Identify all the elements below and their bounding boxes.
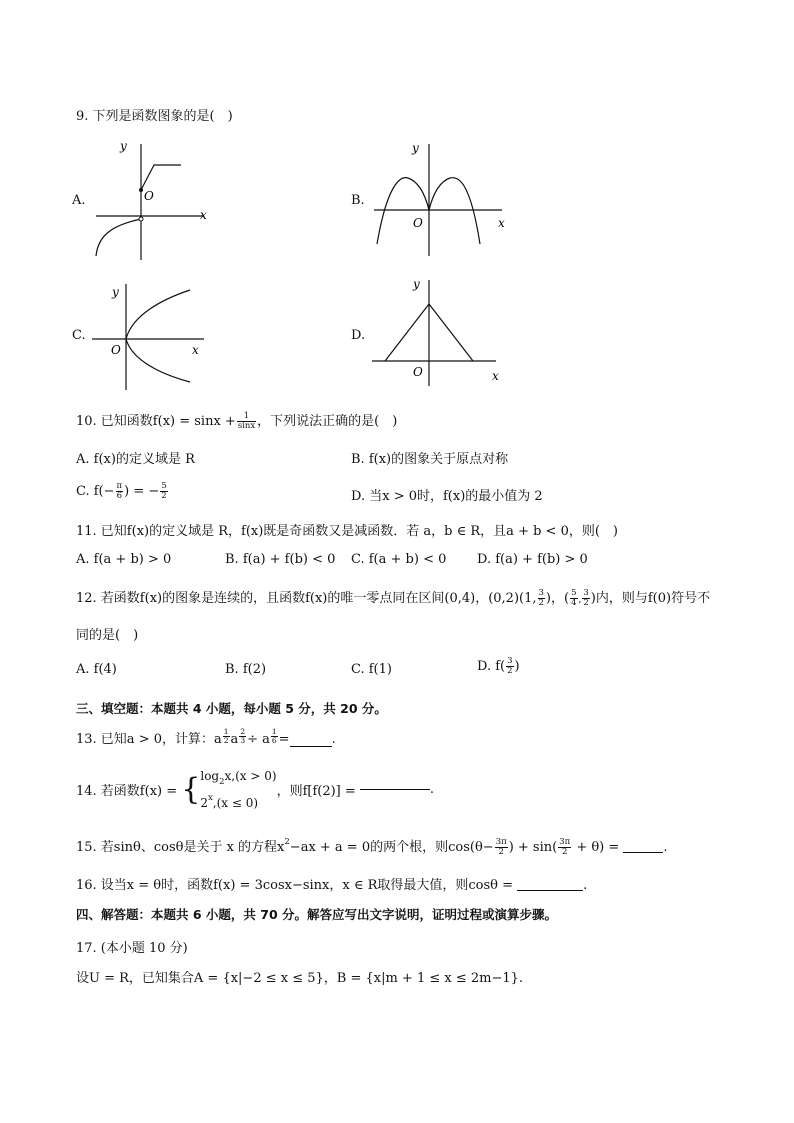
q11-option-d[interactable]: D. f(a) + f(b) > 0 [477,552,588,567]
q9-graph-a [88,138,212,266]
axis-label-y: y [412,141,419,155]
q9-graph-d [370,274,510,388]
q12-option-a[interactable]: A. f(4) [76,662,117,677]
axis-label-y: y [413,277,420,291]
section-4-heading: 四、解答题：本题共 6 小题，共 70 分。解答应写出文字说明，证明过程或演算步骤。 [76,907,558,922]
origin-label: O [413,216,423,230]
axis-label-x: x [192,343,199,357]
origin-label: O [413,365,423,379]
q10-option-a[interactable]: A. f(x)的定义域是 R [76,452,195,467]
answer-blank[interactable] [517,890,583,891]
q11-option-c[interactable]: C. f(a + b) < 0 [351,552,447,567]
axis-label-y: y [112,285,119,299]
q12-option-c[interactable]: C. f(1) [351,662,392,677]
q16-stem: 16. 设当x = θ时，函数f(x) = 3cosx−sinx，x ∈ R取得最大值，则cosθ = . [76,878,588,893]
answer-blank[interactable] [623,852,663,853]
q9-option-b-label[interactable]: B. [351,193,365,208]
q10-option-b[interactable]: B. f(x)的图象关于原点对称 [351,452,509,467]
q9-stem: 9. 下列是函数图象的是( ) [76,109,233,124]
origin-label: O [144,189,154,203]
q14-stem: 14. 若函数f(x) = { $\log_2x,(x > 0)$ $2^x,(x \le 0)$ ，则f[f(2)] = . [76,769,435,810]
q12-stem-line2: 同的是( ) [76,628,139,643]
axis-label-x: x [492,369,499,383]
q9-option-d-label[interactable]: D. [351,328,366,343]
q9-graph-c [90,280,210,394]
section-3-heading: 三、填空题：本题共 4 小题，每小题 5 分，共 20 分。 [76,701,387,716]
q11-option-a[interactable]: A. f(a + b) > 0 [76,552,172,567]
q12-option-d[interactable]: D. f( $\frac{3}{2}$ ) [477,656,520,676]
axis-label-y: y [120,139,127,153]
q10-option-d[interactable]: D. 当x > 0时，f(x)的最小值为 2 [351,489,543,504]
q9-graph-b [372,140,512,262]
q17-body: 设U = R，已知集合A = {x|−2 ≤ x ≤ 5}，B = {x|m + 1 ≤ x ≤ 2m−1}. [76,971,524,986]
q11-option-b[interactable]: B. f(a) + f(b) < 0 [225,552,336,567]
q17-title: 17. (本小题 10 分) [76,941,188,956]
q10-option-c[interactable]: C. f(− $\frac{\pi}{6}$ ) = − $\frac{5}{2}$ [76,481,167,501]
axis-label-x: x [498,216,505,230]
answer-blank[interactable] [360,789,430,790]
q12-stem: 12. 若函数f(x)的图象是连续的，且函数f(x)的唯一零点同在区间(0,4)，(0,2)(1, $\frac{3}{2}$ )，( $\frac{5}{4}$ , $\frac{3}{2}$ )内，则与f(0)符号不 [76,588,711,608]
q9-option-a-label[interactable]: A. [72,193,86,208]
q9-option-c-label[interactable]: C. [72,328,86,343]
q13-stem: 13. 已知a > 0，计算：a $\frac{1}{2}$ a $\frac{2}{3}$ ÷ a $\frac{1}{6}$ = . [76,727,336,747]
q12-option-b[interactable]: B. f(2) [225,662,267,677]
answer-blank[interactable] [290,746,332,747]
q10-stem: 10. 已知函数f(x) = sinx + $\frac{1}{\sin x}$ ，下列说法正确的是( ) [76,411,398,431]
q15-stem: 15. 若sinθ、cosθ是关于 x 的方程$x^2-ax + a = 0$的两个根，则cos(θ− $\frac{3\pi}{2}$ ) + sin( $\frac{3\pi}{2}$ + θ) = . [76,837,668,857]
q11-stem: 11. 已知f(x)的定义域是 R，f(x)既是奇函数又是减函数．若 a，b ∈ R，且a + b < 0，则( ) [76,524,618,539]
axis-label-x: x [200,208,207,222]
origin-label: O [111,343,121,357]
